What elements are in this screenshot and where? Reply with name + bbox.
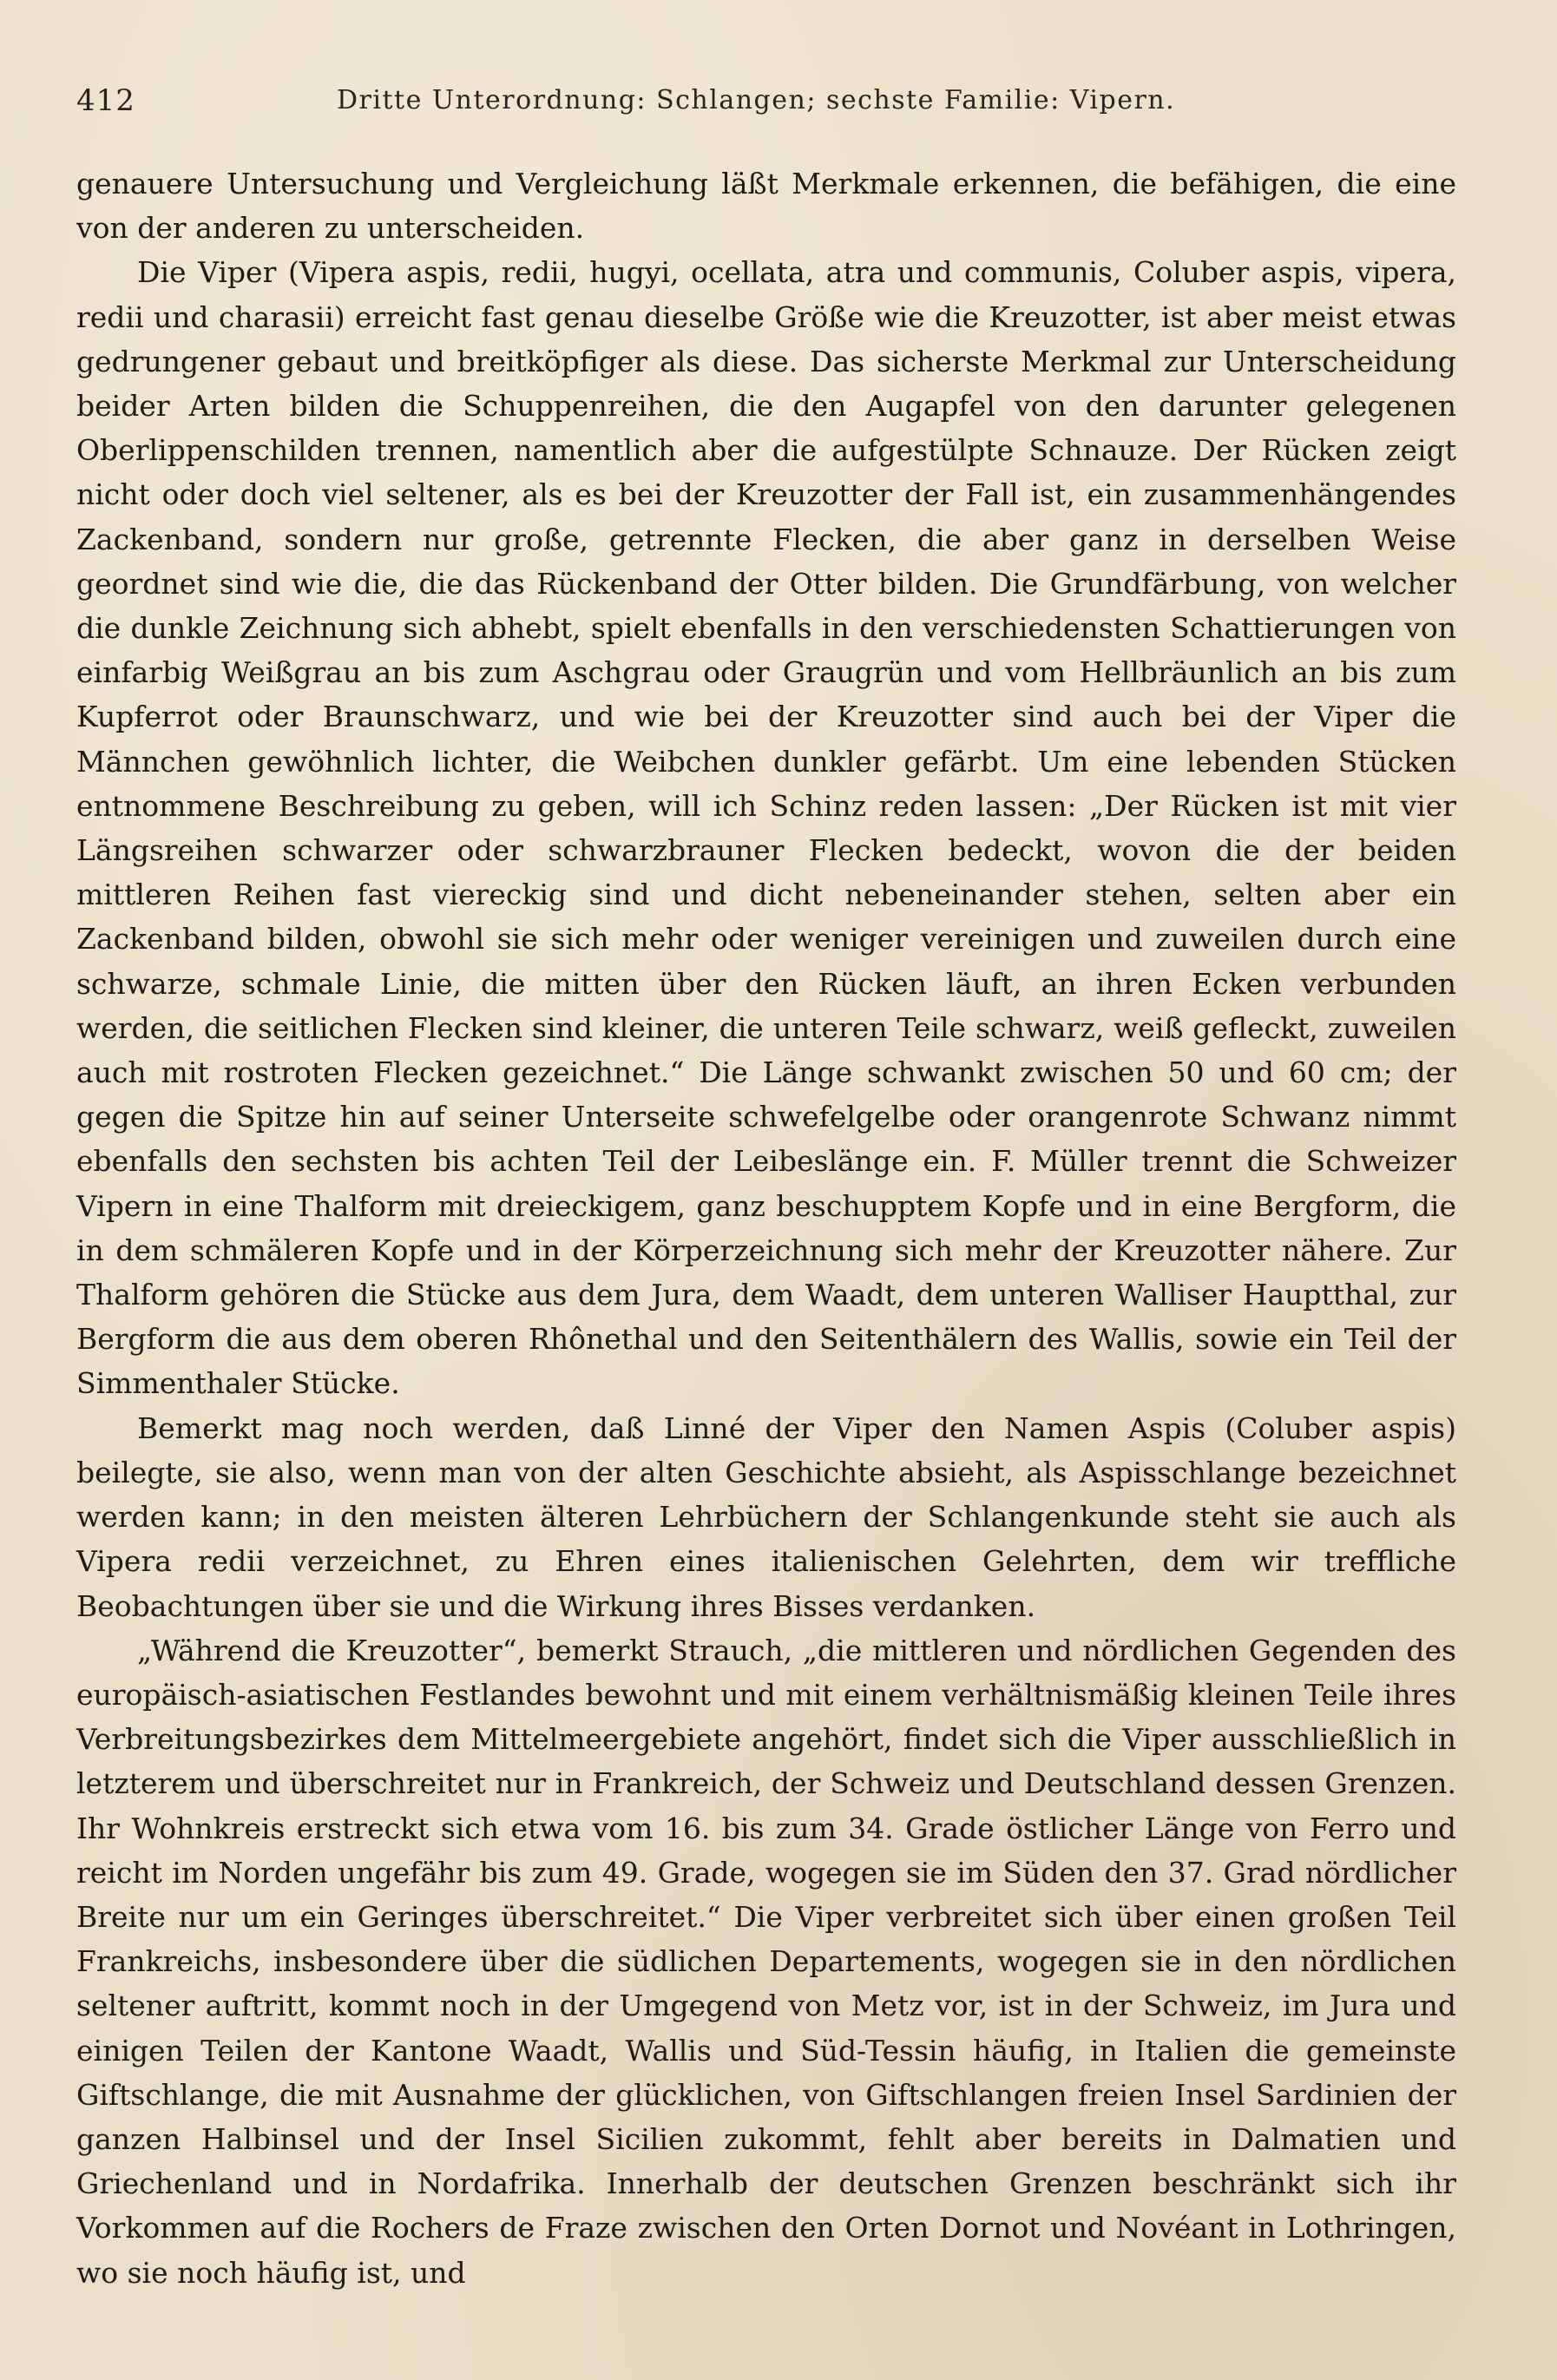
paragraph-continuation: genauere Untersuchung und Vergleichung läßt Merkmale erkennen, die befähigen, die eine von der anderen zu unterscheiden. [76,167,1456,246]
body-text [76,161,1456,2295]
paragraph-distribution: „Während die Kreuzotter“, bemerkt Strauch, „die mittleren und nördlichen Gegenden des europäisch-asiatischen Festlandes bewohnt und mit einem verhältnismäßig kleinen Teile ihres Verbreitungsbezirkes dem Mittelmeergebiete angehört, findet sich die Viper ausschließlich in letzterem und überschreitet nur in Frankreich, der Schweiz und Deutschland dessen Grenzen. Ihr Wohnkreis erstreckt sich etwa vom 16. bis zum 34. Grade östlicher Länge von Ferro und reicht im Norden ungefähr bis zum 49. Grade, wogegen sie im Süden den 37. Grad nördlicher Breite nur um ein Geringes überschreitet.“ Die Viper verbreitet sich über einen großen Teil Frankreichs, insbesondere über die südlichen Departements, wogegen sie in den nördlichen seltener auftritt, kommt noch in der Umgegend von Metz vor, ist in der Schweiz, im Jura und einigen Teilen der Kantone Waadt, Wallis und Süd-Tessin häufig, in Italien die gemeinste Giftschlange, die mit Ausnahme der glücklichen, von Giftschlangen freien Insel Sardinien der ganzen Halbinsel und der Insel Sicilien zukommt, fehlt aber bereits in Dalmatien und Griechenland und in Nordafrika. Innerhalb der deutschen Grenzen beschränkt sich ihr Vorkommen auf die Rochers de Fraze zwischen den Orten Dornot und Novéant in Lothringen, wo sie noch häufig ist, und [76,1633,1456,2290]
running-title: Dritte Unterordnung: Schlangen; sechste Familie: Vipern. [337,85,1176,115]
page-number: 412 [76,83,135,118]
book-page [76,83,1456,2340]
paragraph-naming: Bemerkt mag noch werden, daß Linné der Viper den Namen Aspis (Coluber aspis) beilegte, sie also, wenn man von der alten Geschichte absieht, als Aspisschlange bezeichnet werden kann; in den meisten älteren Lehrbüchern der Schlangenkunde steht sie auch als Vipera redii verzeichnet, zu Ehren eines italienischen Gelehrten, dem wir treffliche Beobachtungen über sie und die Wirkung ihres Bisses verdanken. [76,1410,1456,1623]
paragraph-viper-description: Die Viper (Vipera aspis, redii, hugyi, ocellata, atra und communis, Coluber aspis, vipera, redii und charasii) erreicht fast genau dieselbe Größe wie die Kreuzotter, ist aber meist etwas gedrungener gebaut und breitköpfiger als diese. Das sicherste Merkmal zur Unterscheidung beider Arten bilden die Schuppenreihen, die den Augapfel von den darunter gelegenen Oberlippenschilden trennen, namentlich aber die aufgestülpte Schnauze. Der Rücken zeigt nicht oder doch viel seltener, als es bei der Kreuzotter der Fall ist, ein zusammenhängendes Zackenband, sondern nur große, getrennte Flecken, die aber ganz in derselben Weise geordnet sind wie die, die das Rückenband der Otter bilden. Die Grundfärbung, von welcher die dunkle Zeichnung sich abhebt, spielt ebenfalls in den verschiedensten Schattierungen von einfarbig Weißgrau an bis zum Aschgrau oder Graugrün und vom Hellbräunlich an bis zum Kupferrot oder Braunschwarz, und wie bei der Kreuzotter sind auch bei der Viper die Männchen gewöhnlich lichter, die Weibchen dunkler gefärbt. Um eine lebenden Stücken entnommene Beschreibung zu geben, will ich Schinz reden lassen: „Der Rücken ist mit vier Längsreihen schwarzer oder schwarzbrauner Flecken bedeckt, wovon die der beiden mittleren Reihen fast viereckig sind und dicht nebeneinander stehen, selten aber ein Zackenband bilden, obwohl sie sich mehr oder weniger vereinigen und zuweilen durch eine schwarze, schmale Linie, die mitten über den Rücken läuft, an ihren Ecken verbunden werden, die seitlichen Flecken sind kleiner, die unteren Teile schwarz, weiß gefleckt, zuweilen auch mit rostroten Flecken gezeichnet.“ Die Länge schwankt zwischen 50 und 60 cm; der gegen die Spitze hin auf seiner Unterseite schwefelgelbe oder orangenrote Schwanz nimmt ebenfalls den sechsten bis achten Teil der Leibeslänge ein. F. Müller trennt die Schweizer Vipern in eine Thalform mit dreieckigem, ganz beschupptem Kopfe und in eine Bergform, die in dem schmäleren Kopfe und in der Körperzeichnung sich mehr der Kreuzotter nähere. Zur Thalform gehören die Stücke aus dem Jura, dem Waadt, dem unteren Walliser Hauptthal, zur Bergform die aus dem oberen Rhônethal und den Seitenthälern des Wallis, sowie ein Teil der Simmenthaler Stücke. [76,255,1456,1401]
running-head [76,83,1456,132]
